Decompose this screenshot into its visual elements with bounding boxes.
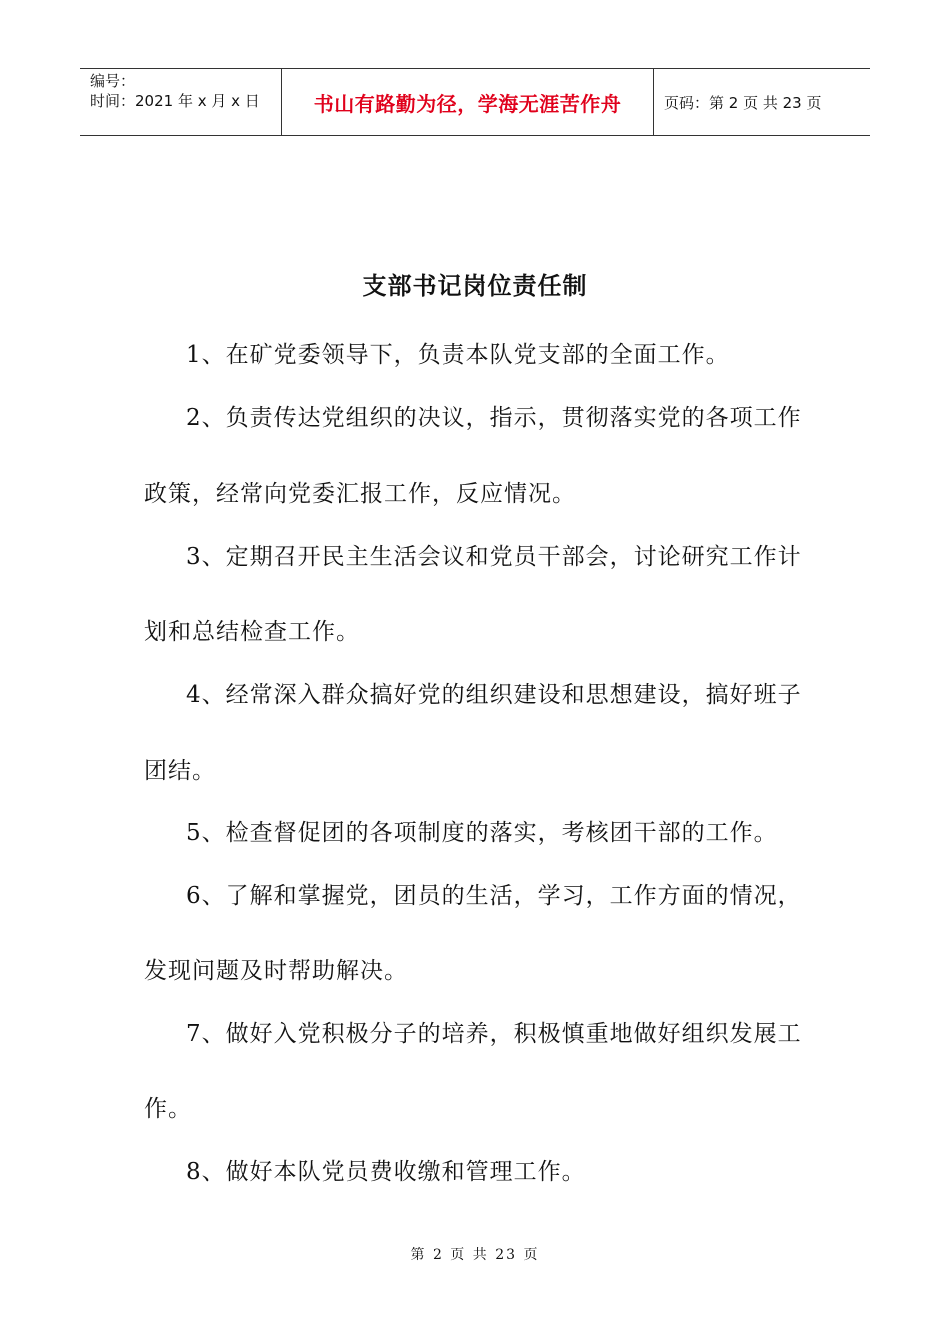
paragraph-line: 划和总结检查工作。	[144, 619, 360, 645]
paragraph-line: 5、检查督促团的各项制度的落实，考核团干部的工作。	[186, 820, 778, 846]
paragraph-line: 1、在矿党委领导下，负责本队党支部的全面工作。	[186, 342, 730, 368]
paragraph-line: 2、负责传达党组织的决议，指示，贯彻落实党的各项工作	[186, 405, 802, 431]
number-label: 编号：	[90, 72, 136, 90]
paragraph-line: 作。	[144, 1096, 192, 1122]
page-footer: 第 2 页 共 23 页	[410, 1247, 540, 1263]
paragraph-line: 6、了解和掌握党，团员的生活，学习，工作方面的情况，	[186, 883, 802, 909]
header-meta	[80, 69, 282, 135]
header-page-info: 页码：第 2 页 共 23 页	[664, 93, 822, 112]
paragraph-line: 8、做好本队党员费收缴和管理工作。	[186, 1159, 586, 1185]
paragraph-line: 发现问题及时帮助解决。	[144, 958, 408, 984]
paragraph-line: 3、定期召开民主生活会议和党员干部会，讨论研究工作计	[186, 544, 802, 570]
paragraph-line: 政策，经常向党委汇报工作，反应情况。	[144, 481, 576, 507]
paragraph-line: 4、经常深入群众搞好党的组织建设和思想建设，搞好班子	[186, 682, 802, 708]
header-motto: 书山有路勤为径，学海无涯苦作舟	[282, 69, 654, 135]
page-header	[80, 68, 870, 136]
time-label: 时间：2021 年 x 月 x 日	[90, 92, 260, 110]
paragraph-line: 7、做好入党积极分子的培养，积极慎重地做好组织发展工	[186, 1021, 802, 1047]
paragraph-line: 团结。	[144, 758, 216, 784]
document-title: 支部书记岗位责任制	[362, 271, 588, 300]
